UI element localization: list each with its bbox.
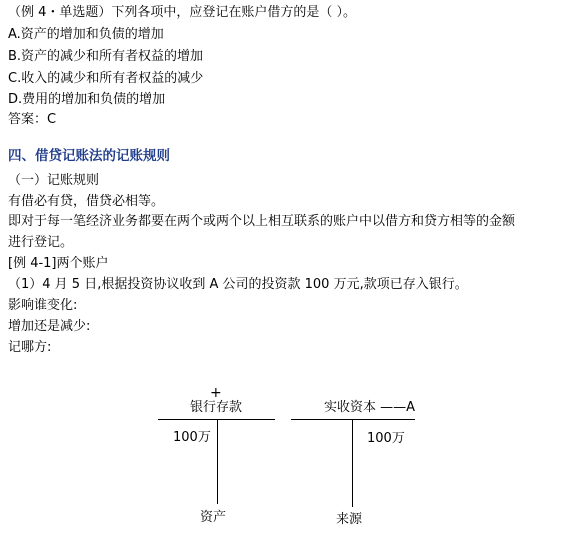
prompt-which-side: 记哪方: [8,340,52,355]
right-account-divider [352,419,353,507]
prompt-increase-decrease: 增加还是减少: [8,319,91,334]
section-subheading: （一）记账规则 [8,173,100,188]
left-account-divider [217,419,218,504]
answer-text: 答案：C [8,112,57,127]
explanation-line-1: 即对于每一笔经济业务都要在两个或两个以上相互联系的账户中以借方和贷方相等的金额 [8,214,516,229]
explanation-line-2: 进行登记。 [8,235,74,250]
question-stem: （例 4・单选题）下列各项中，应登记在账户借方的是（ ）。 [8,5,357,20]
left-account-title: 银行存款 [190,400,243,415]
right-account-title: 实收资本 ——A [324,400,416,415]
section-heading: 四、借贷记账法的记账规则 [8,148,170,164]
option-a: A.资产的增加和负债的增加 [8,27,164,42]
example-title: [例 4-1]两个账户 [8,256,109,271]
example-item: （1）4 月 5 日,根据投资协议收到 A 公司的投资款 100 万元,款项已存入银行。 [8,277,468,292]
plus-sign: + [210,385,222,401]
prompt-affects: 影响谁变化: [8,298,78,313]
rule-text: 有借必有贷，借贷必相等。 [8,194,165,209]
right-account-top-bar [291,419,415,420]
option-b: B.资产的减少和所有者权益的增加 [8,49,204,64]
left-account-amount: 100万 [173,430,211,445]
right-account-footer: 来源 [336,512,363,527]
option-c: C.收入的减少和所有者权益的减少 [8,71,204,86]
left-account-footer: 资产 [200,510,227,525]
option-d: D.费用的增加和负债的增加 [8,92,166,107]
right-account-amount: 100万 [367,431,405,446]
